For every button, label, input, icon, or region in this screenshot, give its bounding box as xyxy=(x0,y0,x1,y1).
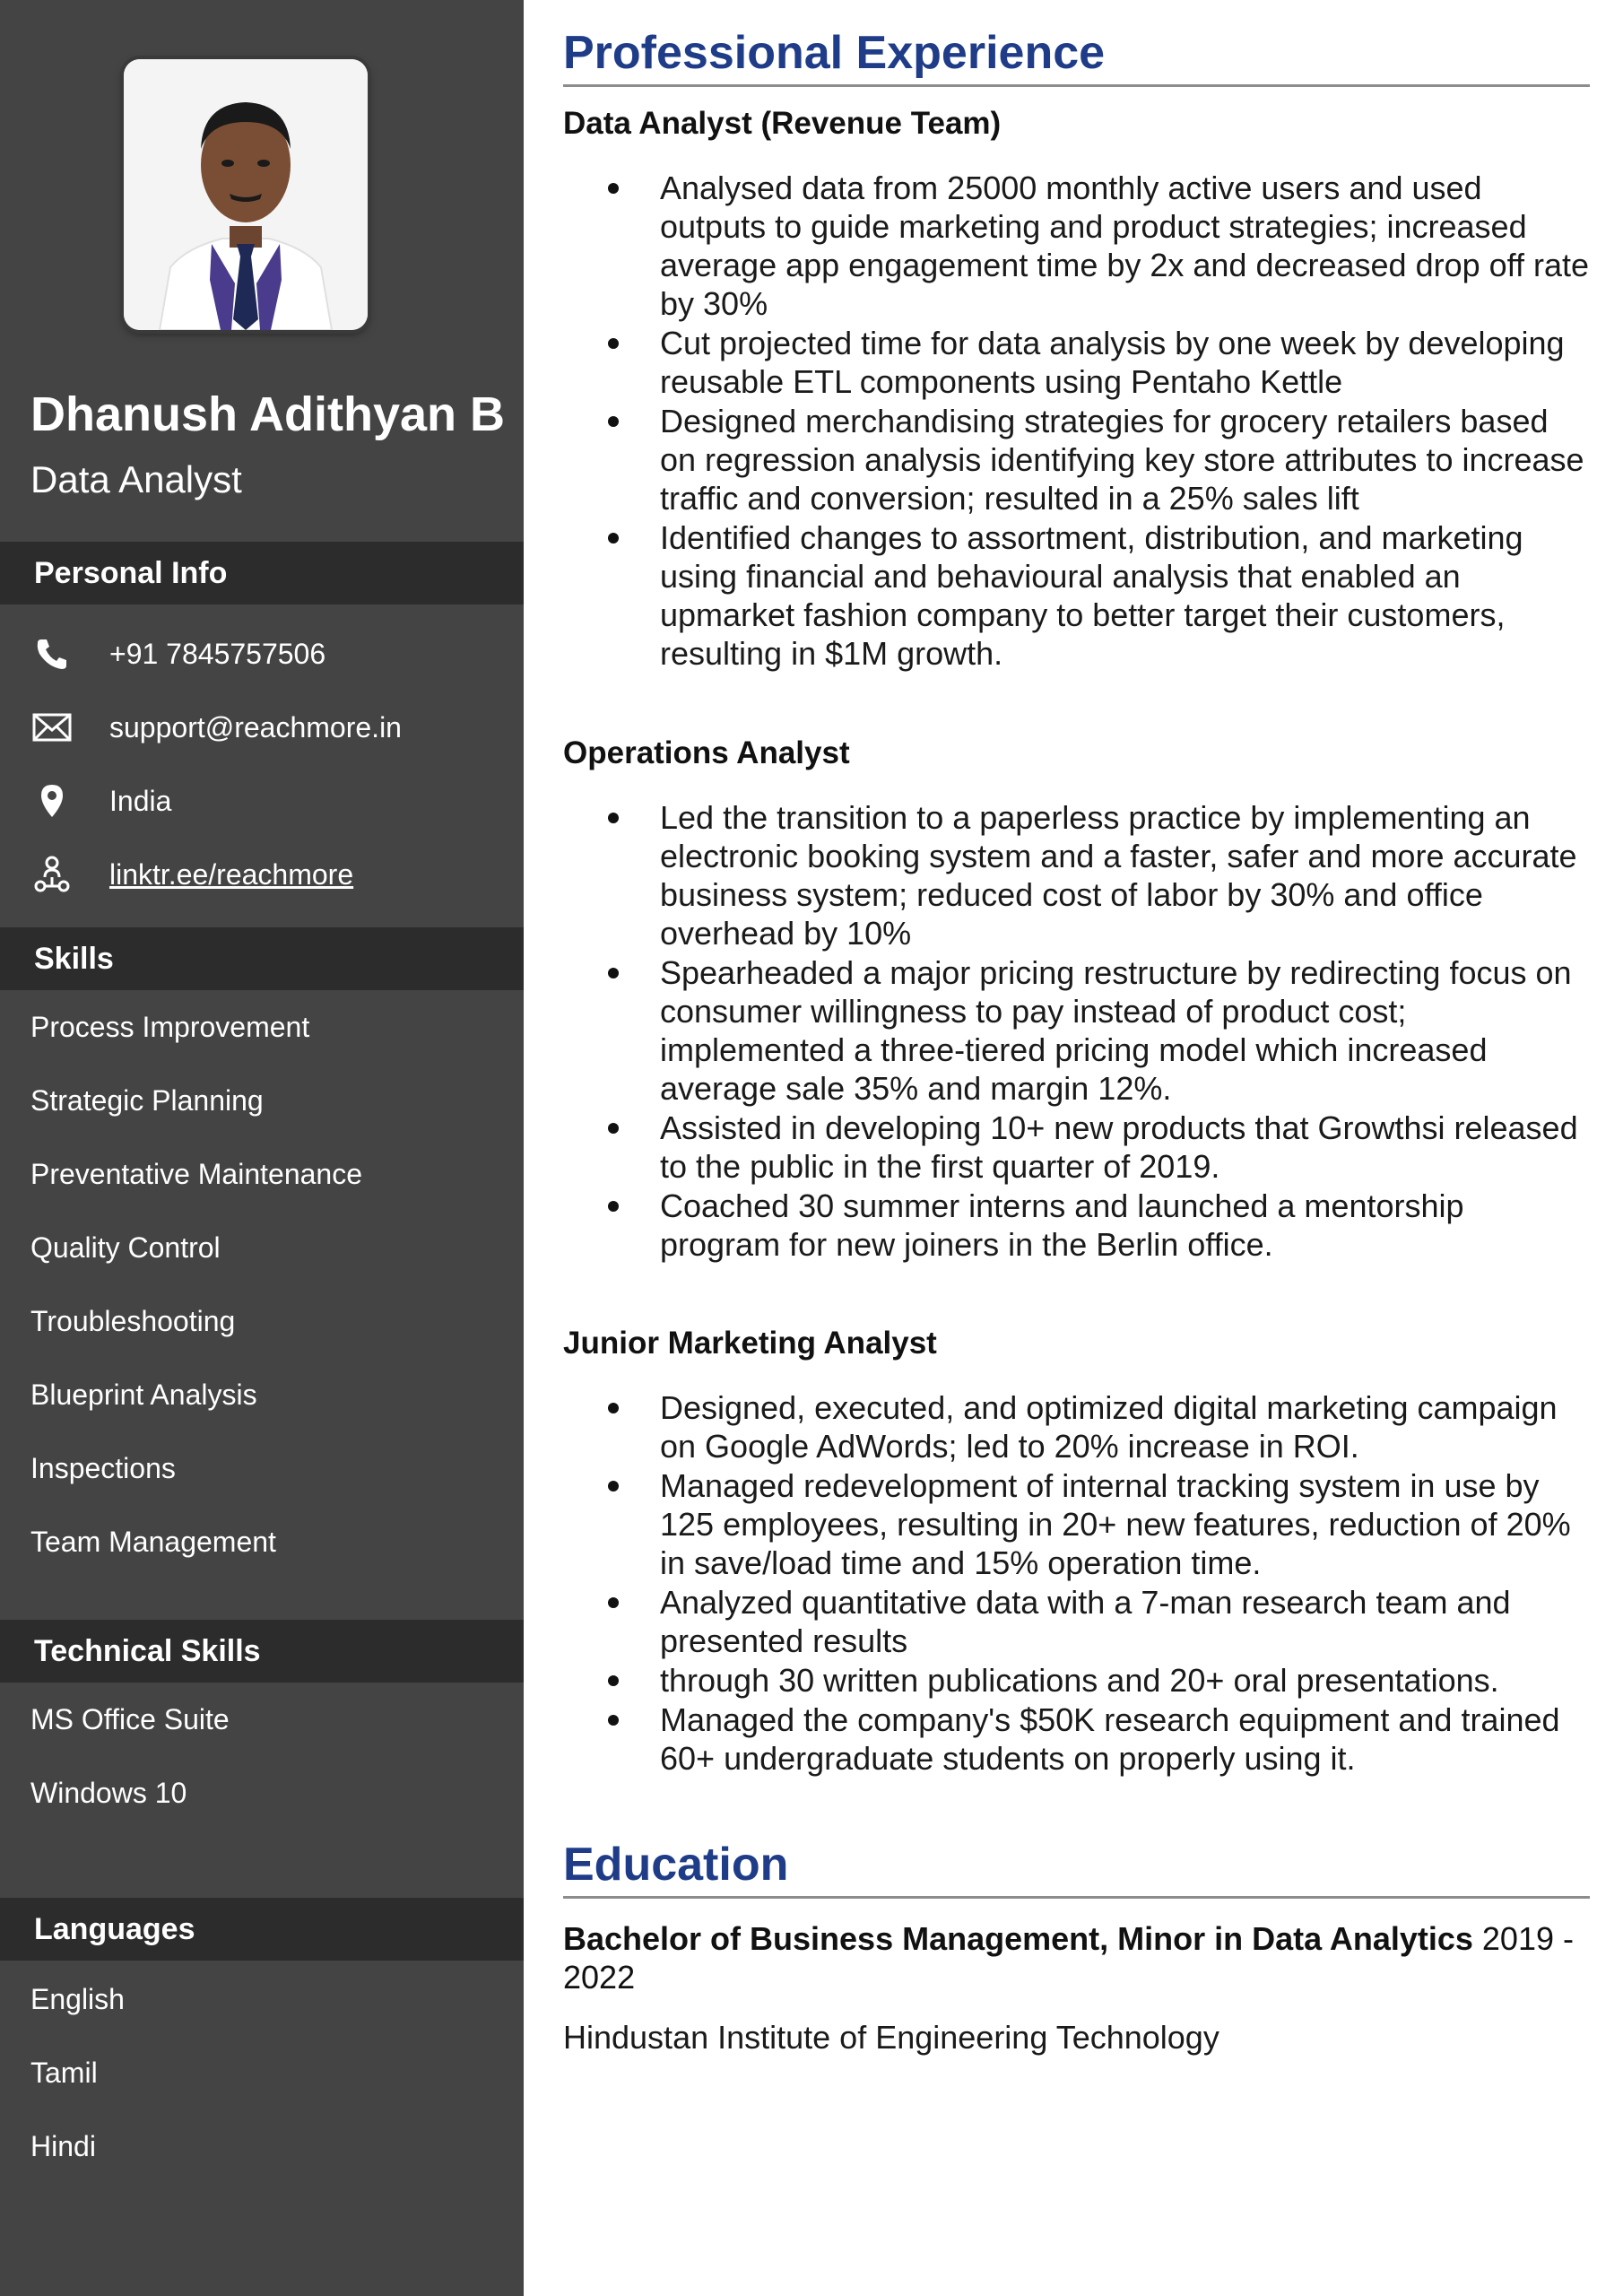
job-bullet: Analyzed quantitative data with a 7-man research team and presented results xyxy=(660,1583,1590,1660)
email-address: support@reachmore.in xyxy=(109,710,402,744)
profile-photo-image xyxy=(124,59,368,330)
skill-item: Troubleshooting xyxy=(30,1305,236,1337)
degree-name: Bachelor of Business Management, Minor in Data Analytics xyxy=(563,1920,1473,1957)
contact-location xyxy=(30,778,171,823)
language-item: Hindi xyxy=(30,2130,96,2162)
contact-phone xyxy=(30,631,325,676)
job-bullet: Managed redevelopment of internal tracking system in use by 125 employees, resulting in 20+ new features, reduction of 20% in save/load time and 15% operation time. xyxy=(660,1466,1590,1582)
language-item: English xyxy=(30,1983,125,2015)
skill-item: Blueprint Analysis xyxy=(30,1378,257,1411)
candidate-name: Dhanush Adithyan B xyxy=(30,387,506,441)
degree-years: 2019 - 2022 xyxy=(563,1920,1574,1996)
skill-item: Process Improvement xyxy=(30,1011,310,1043)
technical-skills-list xyxy=(30,1683,230,1830)
technical-skill-item: Windows 10 xyxy=(30,1777,187,1809)
sidebar xyxy=(0,0,524,2296)
job-title: Junior Marketing Analyst xyxy=(563,1326,937,1361)
job-bullet: Spearheaded a major pricing restructure by redirecting focus on consumer willingness to pay instead of product cost; implemented a three-tiered pricing model which increased average sale 35% and margin 12%. xyxy=(660,953,1590,1108)
skills-heading: Skills xyxy=(0,927,524,990)
job-bullets xyxy=(563,1388,1590,1779)
school-name: Hindustan Institute of Engineering Technology xyxy=(563,2019,1219,2056)
education-heading: Education xyxy=(563,1839,1590,1899)
link-network-icon xyxy=(30,853,74,896)
job-bullet: through 30 written publications and 20+ oral presentations. xyxy=(660,1661,1590,1700)
job-bullet: Designed merchandising strategies for grocery retailers based on regression analysis identifying key store attributes to increase traffic and conversion; resulted in a 25% sales lift xyxy=(660,402,1590,517)
personal-info-heading: Personal Info xyxy=(0,542,524,604)
skill-item: Inspections xyxy=(30,1452,176,1484)
skill-item: Preventative Maintenance xyxy=(30,1158,362,1190)
candidate-title: Data Analyst xyxy=(30,458,242,500)
skill-item: Team Management xyxy=(30,1526,276,1558)
technical-skill-item: MS Office Suite xyxy=(30,1703,230,1735)
linktree-link[interactable]: linktr.ee/reachmore xyxy=(109,857,354,891)
phone-number: +91 7845757506 xyxy=(109,637,326,670)
job-bullet: Identified changes to assortment, distribution, and marketing using financial and behavioural analysis that enabled an upmarket fashion company to better target their customers, resulting in $1M growth. xyxy=(660,518,1590,673)
job-bullet: Cut projected time for data analysis by one week by developing reusable ETL components using Pentaho Kettle xyxy=(660,324,1590,401)
job-bullet: Managed the company's $50K research equipment and trained 60+ undergraduate students on properly using it. xyxy=(660,1700,1590,1778)
job-title: Operations Analyst xyxy=(563,735,850,770)
job-bullet: Designed, executed, and optimized digital marketing campaign on Google AdWords; led to 20% increase in ROI. xyxy=(660,1388,1590,1465)
experience-heading: Professional Experience xyxy=(563,27,1590,87)
language-item: Tamil xyxy=(30,2057,98,2089)
skill-item: Quality Control xyxy=(30,1231,221,1264)
contact-link xyxy=(30,852,353,897)
location-text: India xyxy=(109,784,172,817)
phone-icon xyxy=(30,632,74,675)
profile-photo xyxy=(124,59,368,330)
location-pin-icon xyxy=(30,779,74,822)
education-degree-line xyxy=(563,1919,1590,1996)
job-bullets xyxy=(563,798,1590,1265)
job-bullet: Coached 30 summer interns and launched a mentorship program for new joiners in the Berlin office. xyxy=(660,1187,1590,1264)
job-bullet: Led the transition to a paperless practice by implementing an electronic booking system and a faster, safer and more accurate business system; reduced cost of labor by 30% and office overhead by 10% xyxy=(660,798,1590,952)
job-bullet: Assisted in developing 10+ new products that Growthsi released to the public in the first quarter of 2019. xyxy=(660,1109,1590,1186)
mail-icon xyxy=(30,706,74,749)
skills-list xyxy=(30,990,362,1578)
contact-email xyxy=(30,705,402,750)
job-title: Data Analyst (Revenue Team) xyxy=(563,106,1002,141)
job-bullets xyxy=(563,169,1590,674)
languages-list xyxy=(30,1962,125,2183)
technical-skills-heading: Technical Skills xyxy=(0,1620,524,1683)
languages-heading: Languages xyxy=(0,1898,524,1961)
job-bullet: Analysed data from 25000 monthly active users and used outputs to guide marketing and product strategies; increased average app engagement time by 2x and decreased drop off rate by 30% xyxy=(660,170,1590,322)
skill-item: Strategic Planning xyxy=(30,1084,264,1117)
